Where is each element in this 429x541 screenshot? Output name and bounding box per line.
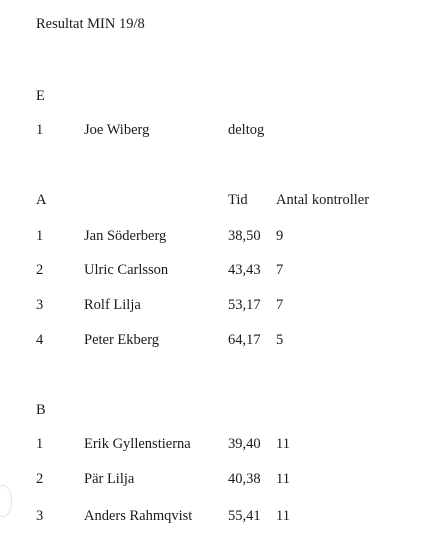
- document-title: Resultat MIN 19/8: [36, 16, 145, 32]
- place: 1: [36, 228, 44, 244]
- controls-count: 9: [276, 228, 284, 244]
- time-value: 39,40: [228, 436, 261, 452]
- place: 1: [36, 436, 44, 452]
- time-value: 55,41: [228, 508, 261, 524]
- controls-count: 11: [276, 436, 290, 452]
- time-value: 38,50: [228, 228, 261, 244]
- runner-name: Erik Gyllenstierna: [84, 436, 191, 452]
- runner-name: Rolf Lilja: [84, 297, 141, 313]
- place: 1: [36, 122, 44, 138]
- time-column-header: Tid: [228, 192, 248, 208]
- class-e-heading: E: [36, 88, 45, 104]
- runner-name: Anders Rahmqvist: [84, 508, 193, 524]
- time-value: 43,43: [228, 262, 261, 278]
- runner-name: Pär Lilja: [84, 471, 135, 487]
- place: 4: [36, 332, 44, 348]
- place: 3: [36, 297, 44, 313]
- runner-name: Ulric Carlsson: [84, 262, 169, 278]
- class-b-heading: B: [36, 402, 46, 418]
- controls-count: 11: [276, 508, 290, 524]
- controls-count: 7: [276, 262, 284, 278]
- time-value: 64,17: [228, 332, 261, 348]
- controls-count: 7: [276, 297, 284, 313]
- place: 3: [36, 508, 44, 524]
- controls-column-header: Antal kontroller: [276, 192, 370, 208]
- time-value: 53,17: [228, 297, 261, 313]
- runner-name: Joe Wiberg: [84, 122, 150, 138]
- place: 2: [36, 262, 44, 278]
- controls-count: 5: [276, 332, 284, 348]
- place: 2: [36, 471, 44, 487]
- runner-name: Jan Söderberg: [84, 228, 167, 244]
- participation-status: deltog: [228, 122, 265, 138]
- controls-count: 11: [276, 471, 290, 487]
- page-edge-decoration: [0, 485, 12, 517]
- class-a-heading: A: [36, 192, 47, 208]
- runner-name: Peter Ekberg: [84, 332, 160, 348]
- time-value: 40,38: [228, 471, 261, 487]
